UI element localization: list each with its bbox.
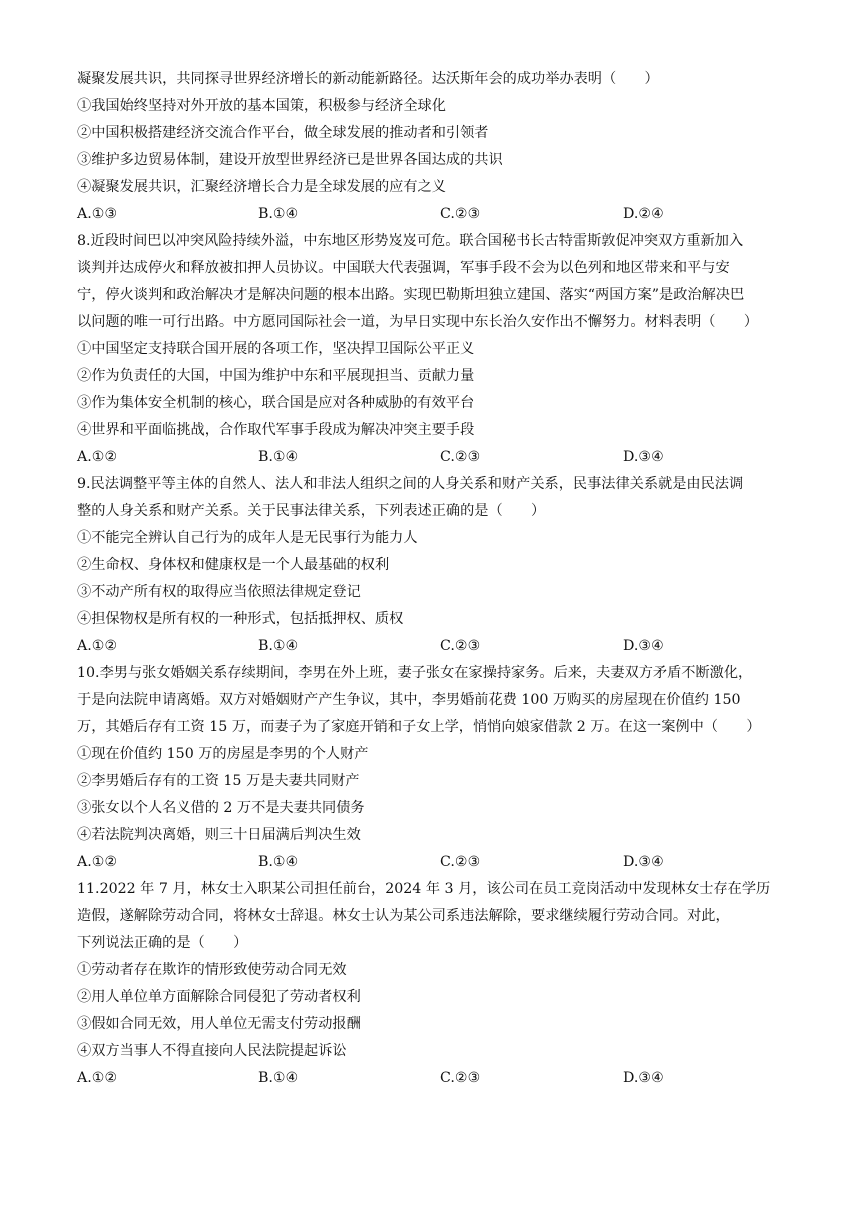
statement-3: ③维护多边贸易体制，建设开放型世界经济已是世界各国达成的共识 [77,152,503,168]
statement-1: ①现在价值约 150 万的房屋是李男的个人财产 [77,746,369,762]
option-c[interactable]: C.②③ [440,206,481,222]
option-c[interactable]: C.②③ [440,854,481,870]
question-stem-line: 以问题的唯一可行出路。中方愿同国际社会一道，为早日实现中东长治久安作出不懈努力。材料表明（ ） [77,314,759,330]
question-9 [77,471,787,660]
statement-4: ④凝聚发展共识，汇聚经济增长合力是全球发展的应有之义 [77,179,446,195]
statement-1: ①不能完全辨认自己行为的成年人是无民事行为能力人 [77,530,418,546]
option-d[interactable]: D.③④ [623,638,664,654]
option-b[interactable]: B.①④ [258,1070,299,1086]
option-b[interactable]: B.①④ [258,854,299,870]
option-a[interactable]: A.①② [77,449,118,465]
question-stem-line: 凝聚发展共识，共同探寻世界经济增长的新动能新路径。达沃斯年会的成功举办表明（ ） [77,71,659,87]
option-c[interactable]: C.②③ [440,638,481,654]
question-11 [77,876,787,1092]
statement-3: ③不动产所有权的取得应当依照法律规定登记 [77,584,361,600]
question-stem-line: 宁，停火谈判和政治解决才是解决问题的根本出路。实现巴勒斯坦独立建国、落实“两国方案”是政治解决巴 [77,287,745,303]
question-stem-line: 谈判并达成停火和释放被扣押人员协议。中国联大代表强调，军事手段不会为以色列和地区带来和平与安 [77,260,730,276]
question-10 [77,660,787,876]
question-stem-line: 下列说法正确的是（ ） [77,935,248,951]
statement-4: ④若法院判决离婚，则三十日届满后判决生效 [77,827,361,843]
statement-4: ④双方当事人不得直接向人民法院提起诉讼 [77,1043,347,1059]
option-a[interactable]: A.①② [77,638,118,654]
answer-options [77,444,787,471]
question-stem-line: 11.2022 年 7 月，林女士入职某公司担任前台，2024 年 3 月，该公司在员工竞岗活动中发现林女士存在学历 [77,881,771,897]
statement-3: ③假如合同无效，用人单位无需支付劳动报酬 [77,1016,361,1032]
question-7-continued [77,66,787,228]
question-stem-line: 造假，遂解除劳动合同，将林女士辞退。林女士认为某公司系违法解除，要求继续履行劳动合同。对此， [77,908,730,924]
statement-2: ②中国积极搭建经济交流合作平台，做全球发展的推动者和引领者 [77,125,489,141]
question-stem-line: 万，其婚后存有工资 15 万，而妻子为了家庭开销和子女上学，悄悄向娘家借款 2 万。在这一案例中（ ） [77,719,761,735]
option-c[interactable]: C.②③ [440,449,481,465]
option-c[interactable]: C.②③ [440,1070,481,1086]
option-d[interactable]: D.③④ [623,1070,664,1086]
option-d[interactable]: D.②④ [623,206,664,222]
question-stem-line: 8.近段时间巴以冲突风险持续外溢，中东地区形势岌岌可危。联合国秘书长古特雷斯敦促冲突双方重新加入 [77,233,744,249]
option-b[interactable]: B.①④ [258,638,299,654]
statement-2: ②生命权、身体权和健康权是一个人最基础的权利 [77,557,390,573]
option-b[interactable]: B.①④ [258,206,299,222]
answer-options [77,201,787,228]
option-d[interactable]: D.③④ [623,854,664,870]
statement-2: ②李男婚后存有的工资 15 万是夫妻共同财产 [77,773,360,789]
option-a[interactable]: A.①③ [77,206,118,222]
statement-1: ①劳动者存在欺诈的情形致使劳动合同无效 [77,962,347,978]
statement-3: ③张女以个人名义借的 2 万不是夫妻共同债务 [77,800,365,816]
statement-4: ④担保物权是所有权的一种形式，包括抵押权、质权 [77,611,404,627]
statement-1: ①我国始终坚持对外开放的基本国策，积极参与经济全球化 [77,98,446,114]
question-8 [77,228,787,471]
option-d[interactable]: D.③④ [623,449,664,465]
answer-options [77,633,787,660]
statement-2: ②用人单位单方面解除合同侵犯了劳动者权利 [77,989,361,1005]
option-b[interactable]: B.①④ [258,449,299,465]
answer-options [77,1065,787,1092]
question-stem-line: 10.李男与张女婚姻关系存续期间，李男在外上班，妻子张女在家操持家务。后来，夫妻双方矛盾不断激化， [77,665,753,681]
statement-3: ③作为集体安全机制的核心，联合国是应对各种威胁的有效平台 [77,395,475,411]
exam-page [77,66,787,1092]
question-stem-line: 整的人身关系和财产关系。关于民事法律关系，下列表述正确的是（ ） [77,503,546,519]
option-a[interactable]: A.①② [77,854,118,870]
option-a[interactable]: A.①② [77,1070,118,1086]
question-stem-line: 于是向法院申请离婚。双方对婚姻财产产生争议，其中，李男婚前花费 100 万购买的房屋现在价值约 150 [77,692,741,708]
statement-2: ②作为负责任的大国，中国为维护中东和平展现担当、贡献力量 [77,368,475,384]
question-stem-line: 9.民法调整平等主体的自然人、法人和非法人组织之间的人身关系和财产关系，民事法律关系就是由民法调 [77,476,744,492]
statement-1: ①中国坚定支持联合国开展的各项工作，坚决捍卫国际公平正义 [77,341,475,357]
statement-4: ④世界和平面临挑战，合作取代军事手段成为解决冲突主要手段 [77,422,475,438]
answer-options [77,849,787,876]
